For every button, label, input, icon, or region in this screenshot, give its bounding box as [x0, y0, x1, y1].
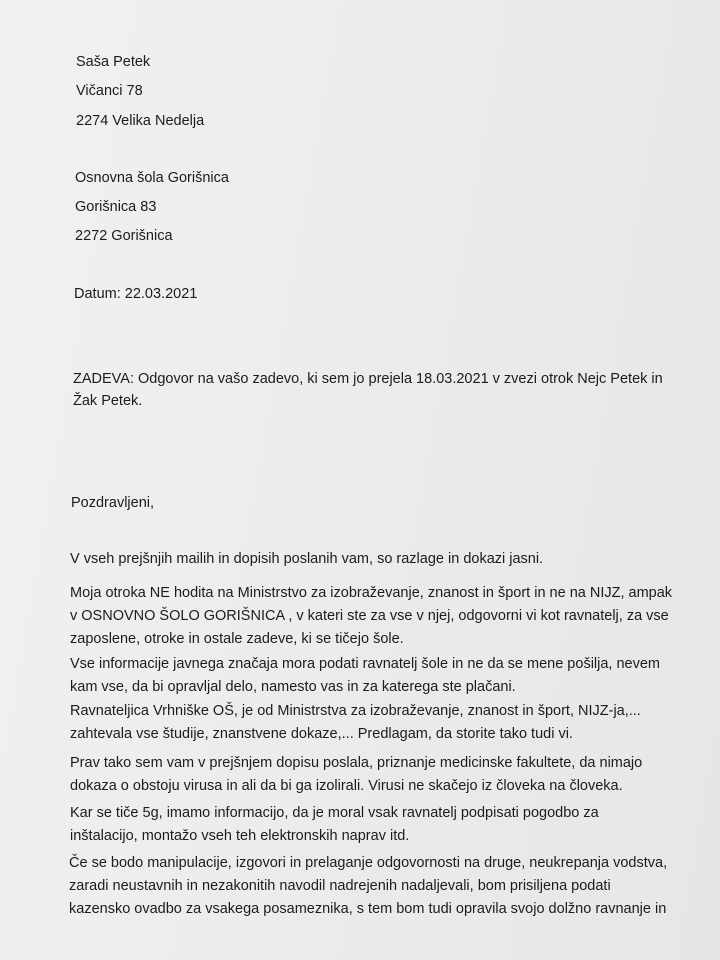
paragraph-line: Če se bodo manipulacije, izgovori in prelaganje odgovornosti na druge, neukrepanja vodstva, — [69, 855, 668, 871]
paragraph-line: zaposlene, otroke in ostale zadeve, ki se tičejo šole. — [70, 631, 404, 647]
paragraph-line: V vseh prejšnjih mailih in dopisih poslanih vam, so razlage in dokazi jasni. — [70, 551, 544, 567]
paragraph-line: kam vse, da bi opravljal delo, namesto vas in za katerega ste plačani. — [70, 679, 516, 695]
paragraph-line: zaradi neustavnih in nezakonitih navodil nadrejenih nadaljevali, bom prisiljena podati — [69, 878, 611, 894]
paragraph-line: dokaza o obstoju virusa in ali da bi ga izolirali. Virusi ne skačejo iz človeka na človeka. — [70, 778, 623, 794]
paragraph-line: kazensko ovadbo za vsakega posameznika, s tem bom tudi opravila svojo dolžno ravnanje in — [69, 901, 667, 917]
paragraph-line: inštalacijo, montažo vseh teh elektronskih naprav itd. — [70, 828, 410, 844]
paragraph-line: Vse informacije javnega značaja mora podati ravnatelj šole in ne da se mene pošilja, nevem — [70, 656, 660, 672]
recipient-city: 2272 Gorišnica — [75, 228, 173, 244]
sender-street: Vičanci 78 — [76, 83, 143, 99]
paragraph-line: Prav tako sem vam v prejšnjem dopisu poslala, priznanje medicinske fakultete, da nimajo — [70, 755, 643, 771]
recipient-street: Gorišnica 83 — [75, 199, 157, 215]
paragraph-line: Kar se tiče 5g, imamo informacijo, da je moral vsak ravnatelj podpisati pogodbo za — [70, 805, 599, 821]
paragraph — [69, 852, 667, 921]
paragraph-line: zahtevala vse študije, znanstvene dokaze,... Predlagam, da storite tako tudi vi. — [70, 726, 573, 742]
subject-line: Žak Petek. — [73, 393, 143, 409]
sender-name: Saša Petek — [76, 54, 151, 70]
paragraph — [70, 752, 642, 798]
paragraph — [70, 582, 672, 651]
paragraph-line: Moja otroka NE hodita na Ministrstvo za izobraževanje, znanost in šport in ne na NIJZ, ampak — [70, 585, 673, 601]
paragraph — [70, 548, 543, 571]
paragraph — [70, 653, 660, 699]
letter-date: Datum: 22.03.2021 — [74, 286, 198, 302]
paragraph — [70, 802, 599, 848]
paragraph-line: Ravnateljica Vrhniške OŠ, je od Ministrstva za izobraževanje, znanost in šport, NIJZ-ja,... — [70, 703, 641, 719]
paragraph — [70, 700, 641, 746]
paragraph-line: v OSNOVNO ŠOLO GORIŠNICA , v kateri ste za vse v njej, odgovorni vi kot ravnatelj, za vse — [70, 608, 669, 624]
sender-city: 2274 Velika Nedelja — [76, 113, 205, 129]
recipient-name: Osnovna šola Gorišnica — [75, 170, 229, 186]
greeting: Pozdravljeni, — [71, 495, 155, 511]
subject-line: ZADEVA: Odgovor na vašo zadevo, ki sem jo prejela 18.03.2021 v zvezi otrok Nejc Petek in — [73, 371, 663, 387]
subject-block — [73, 368, 663, 412]
